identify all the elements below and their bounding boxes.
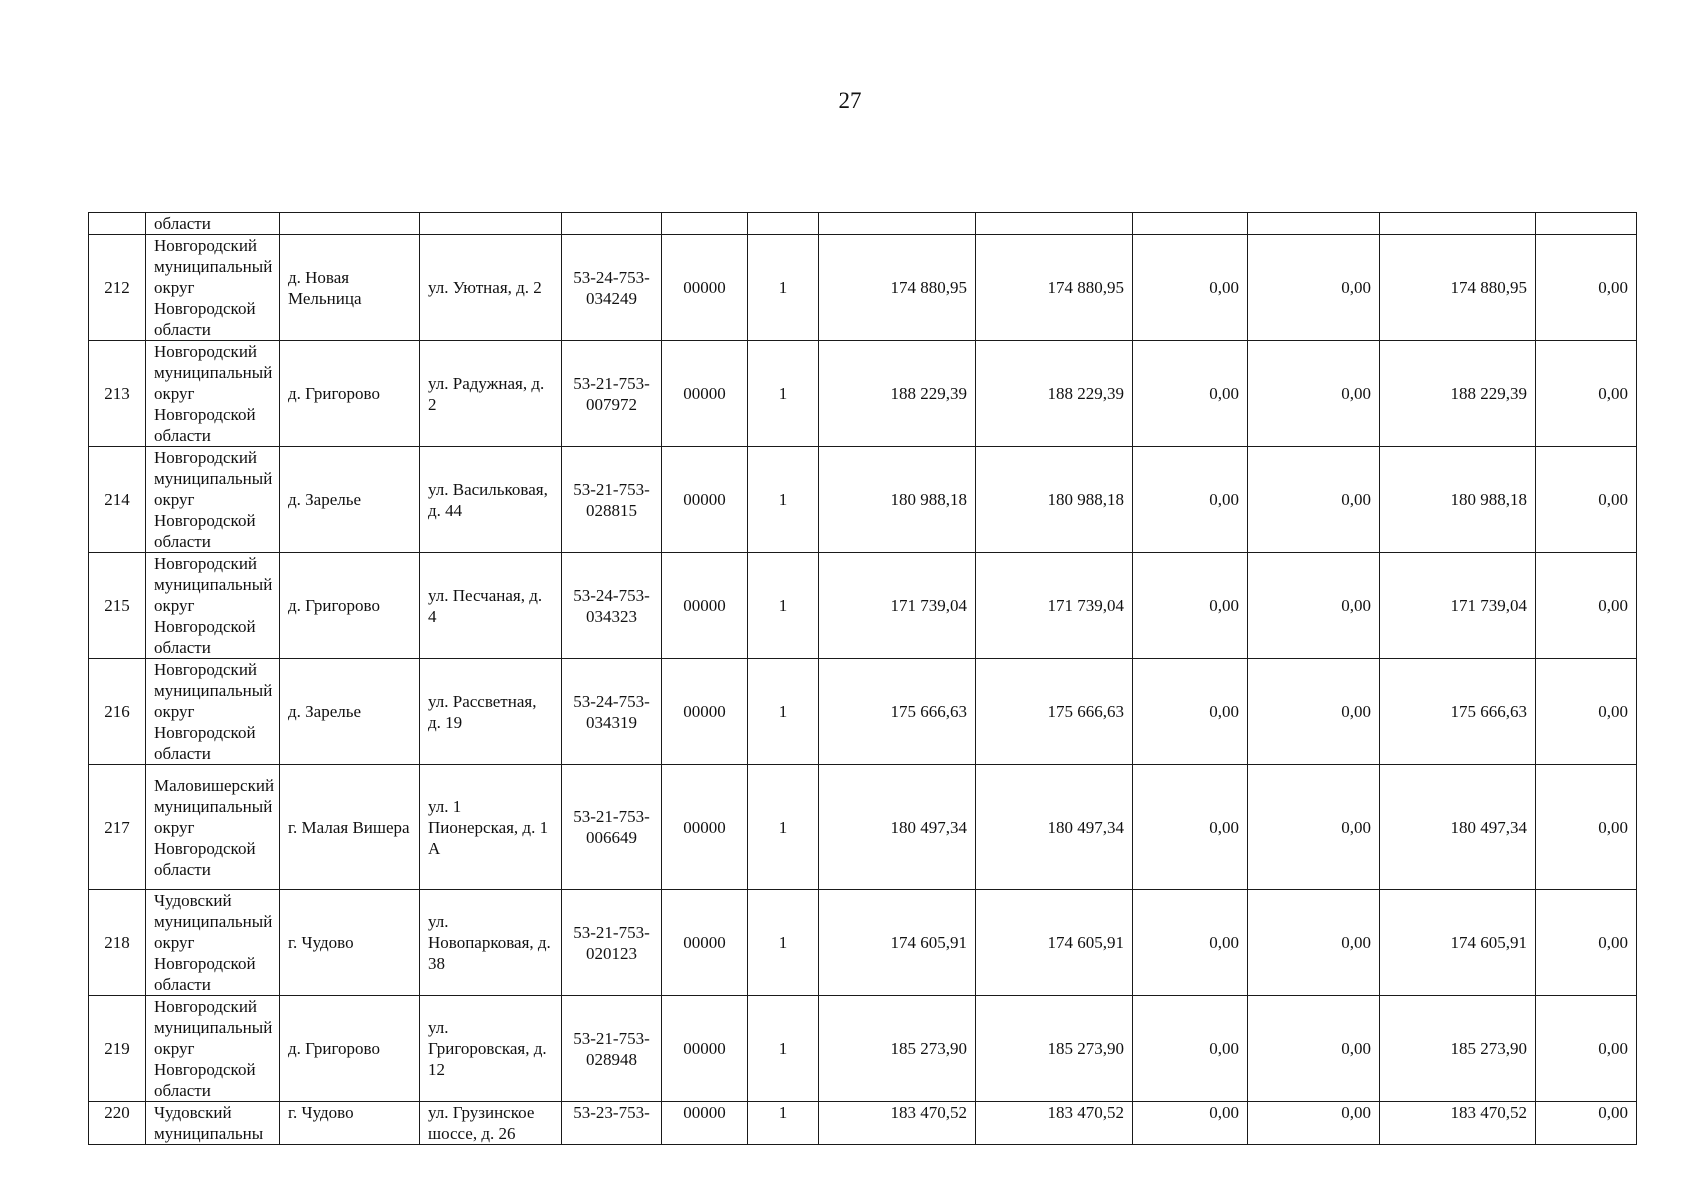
amount-5: 185 273,90	[1380, 996, 1536, 1102]
amount-5: 188 229,39	[1380, 341, 1536, 447]
amount-3: 0,00	[1133, 553, 1248, 659]
locality: д. Зарелье	[280, 659, 420, 765]
table-row	[89, 996, 1637, 1102]
row-number: 219	[89, 996, 146, 1102]
amount-6: 0,00	[1536, 765, 1637, 890]
address: ул. Уютная, д. 2	[420, 235, 562, 341]
oktmo-code: 00000	[662, 659, 748, 765]
table-row	[89, 553, 1637, 659]
object-code: 53-24-753-034323	[562, 553, 662, 659]
locality: д. Новая Мельница	[280, 235, 420, 341]
amount-2: 174 880,95	[976, 235, 1133, 341]
oktmo-code: 00000	[662, 553, 748, 659]
quantity: 1	[748, 765, 819, 890]
table-row	[89, 890, 1637, 996]
amount-5: 175 666,63	[1380, 659, 1536, 765]
amount-1: 174 880,95	[819, 235, 976, 341]
amount-1: 180 497,34	[819, 765, 976, 890]
cell-empty	[1380, 213, 1536, 235]
amount-4: 0,00	[1248, 341, 1380, 447]
row-number: 213	[89, 341, 146, 447]
amount-5: 174 880,95	[1380, 235, 1536, 341]
municipality: Маловишерский муниципальный округ Новгородской области	[146, 765, 280, 890]
continuation-row	[89, 213, 1637, 235]
object-code: 53-23-753-	[562, 1102, 662, 1145]
row-number: 220	[89, 1102, 146, 1145]
quantity: 1	[748, 996, 819, 1102]
cell-empty	[976, 213, 1133, 235]
table-row	[89, 447, 1637, 553]
amount-5: 183 470,52	[1380, 1102, 1536, 1145]
oktmo-code: 00000	[662, 996, 748, 1102]
amount-6: 0,00	[1536, 235, 1637, 341]
amount-2: 188 229,39	[976, 341, 1133, 447]
amount-1: 185 273,90	[819, 996, 976, 1102]
locality: д. Григорово	[280, 553, 420, 659]
amount-2: 175 666,63	[976, 659, 1133, 765]
amount-1: 188 229,39	[819, 341, 976, 447]
oktmo-code: 00000	[662, 765, 748, 890]
address: ул. Григоровская, д. 12	[420, 996, 562, 1102]
object-code: 53-24-753-034319	[562, 659, 662, 765]
amount-4: 0,00	[1248, 765, 1380, 890]
amount-3: 0,00	[1133, 996, 1248, 1102]
oktmo-code: 00000	[662, 1102, 748, 1145]
address: ул. Новопарковая, д. 38	[420, 890, 562, 996]
locality: д. Зарелье	[280, 447, 420, 553]
amount-1: 175 666,63	[819, 659, 976, 765]
row-number: 212	[89, 235, 146, 341]
oktmo-code: 00000	[662, 235, 748, 341]
oktmo-code: 00000	[662, 890, 748, 996]
amount-2: 174 605,91	[976, 890, 1133, 996]
locality: г. Чудово	[280, 890, 420, 996]
amount-5: 180 497,34	[1380, 765, 1536, 890]
municipality: Новгородский муниципальный округ Новгородской области	[146, 341, 280, 447]
municipality: Новгородский муниципальный округ Новгородской области	[146, 996, 280, 1102]
cell-empty	[89, 213, 146, 235]
quantity: 1	[748, 235, 819, 341]
municipality: Чудовский муниципальный округ Новгородской области	[146, 890, 280, 996]
amount-6: 0,00	[1536, 659, 1637, 765]
amount-4: 0,00	[1248, 659, 1380, 765]
municipality: Чудовский муниципальны	[146, 1102, 280, 1145]
row-number: 216	[89, 659, 146, 765]
amount-3: 0,00	[1133, 659, 1248, 765]
table-row	[89, 659, 1637, 765]
amount-5: 171 739,04	[1380, 553, 1536, 659]
table-row	[89, 235, 1637, 341]
quantity: 1	[748, 341, 819, 447]
amount-6: 0,00	[1536, 553, 1637, 659]
cell-empty	[662, 213, 748, 235]
amount-1: 174 605,91	[819, 890, 976, 996]
amount-3: 0,00	[1133, 765, 1248, 890]
amount-6: 0,00	[1536, 447, 1637, 553]
amount-2: 183 470,52	[976, 1102, 1133, 1145]
address: ул. Рассветная, д. 19	[420, 659, 562, 765]
amount-3: 0,00	[1133, 1102, 1248, 1145]
cell-empty	[1536, 213, 1637, 235]
municipality: Новгородский муниципальный округ Новгородской области	[146, 553, 280, 659]
locality: д. Григорово	[280, 996, 420, 1102]
address: ул. Радужная, д. 2	[420, 341, 562, 447]
address: ул. Грузинское шоссе, д. 26	[420, 1102, 562, 1145]
cell-empty	[819, 213, 976, 235]
address: ул. Песчаная, д. 4	[420, 553, 562, 659]
amount-6: 0,00	[1536, 996, 1637, 1102]
quantity: 1	[748, 890, 819, 996]
quantity: 1	[748, 659, 819, 765]
amount-1: 171 739,04	[819, 553, 976, 659]
amount-3: 0,00	[1133, 341, 1248, 447]
amount-4: 0,00	[1248, 996, 1380, 1102]
municipality: Новгородский муниципальный округ Новгородской области	[146, 447, 280, 553]
row-number: 215	[89, 553, 146, 659]
cell-empty	[280, 213, 420, 235]
amount-2: 180 988,18	[976, 447, 1133, 553]
object-code: 53-21-753-007972	[562, 341, 662, 447]
locality: г. Малая Вишера	[280, 765, 420, 890]
quantity: 1	[748, 553, 819, 659]
amount-2: 180 497,34	[976, 765, 1133, 890]
cell-empty	[420, 213, 562, 235]
amount-4: 0,00	[1248, 553, 1380, 659]
object-code: 53-21-753-020123	[562, 890, 662, 996]
register-table	[88, 212, 1637, 1145]
amount-6: 0,00	[1536, 341, 1637, 447]
municipality: Новгородский муниципальный округ Новгородской области	[146, 659, 280, 765]
amount-6: 0,00	[1536, 890, 1637, 996]
oktmo-code: 00000	[662, 341, 748, 447]
locality: г. Чудово	[280, 1102, 420, 1145]
amount-1: 180 988,18	[819, 447, 976, 553]
row-number: 217	[89, 765, 146, 890]
object-code: 53-21-753-028815	[562, 447, 662, 553]
address: ул. Васильковая, д. 44	[420, 447, 562, 553]
cell-empty	[562, 213, 662, 235]
amount-2: 185 273,90	[976, 996, 1133, 1102]
row-number: 218	[89, 890, 146, 996]
object-code: 53-21-753-028948	[562, 996, 662, 1102]
quantity: 1	[748, 447, 819, 553]
oktmo-code: 00000	[662, 447, 748, 553]
cell-empty	[1248, 213, 1380, 235]
row-number: 214	[89, 447, 146, 553]
continuation-text: области	[146, 213, 280, 235]
amount-2: 171 739,04	[976, 553, 1133, 659]
amount-3: 0,00	[1133, 447, 1248, 553]
amount-4: 0,00	[1248, 1102, 1380, 1145]
table-row	[89, 341, 1637, 447]
table-row	[89, 765, 1637, 890]
amount-5: 180 988,18	[1380, 447, 1536, 553]
amount-3: 0,00	[1133, 235, 1248, 341]
amount-6: 0,00	[1536, 1102, 1637, 1145]
amount-4: 0,00	[1248, 890, 1380, 996]
amount-1: 183 470,52	[819, 1102, 976, 1145]
object-code: 53-24-753-034249	[562, 235, 662, 341]
cell-empty	[748, 213, 819, 235]
table-row	[89, 1102, 1637, 1145]
page-number: 27	[838, 88, 862, 113]
municipality: Новгородский муниципальный округ Новгородской области	[146, 235, 280, 341]
object-code: 53-21-753-006649	[562, 765, 662, 890]
amount-3: 0,00	[1133, 890, 1248, 996]
amount-4: 0,00	[1248, 235, 1380, 341]
locality: д. Григорово	[280, 341, 420, 447]
cell-empty	[1133, 213, 1248, 235]
address: ул. 1 Пионерская, д. 1 А	[420, 765, 562, 890]
amount-5: 174 605,91	[1380, 890, 1536, 996]
amount-4: 0,00	[1248, 447, 1380, 553]
quantity: 1	[748, 1102, 819, 1145]
